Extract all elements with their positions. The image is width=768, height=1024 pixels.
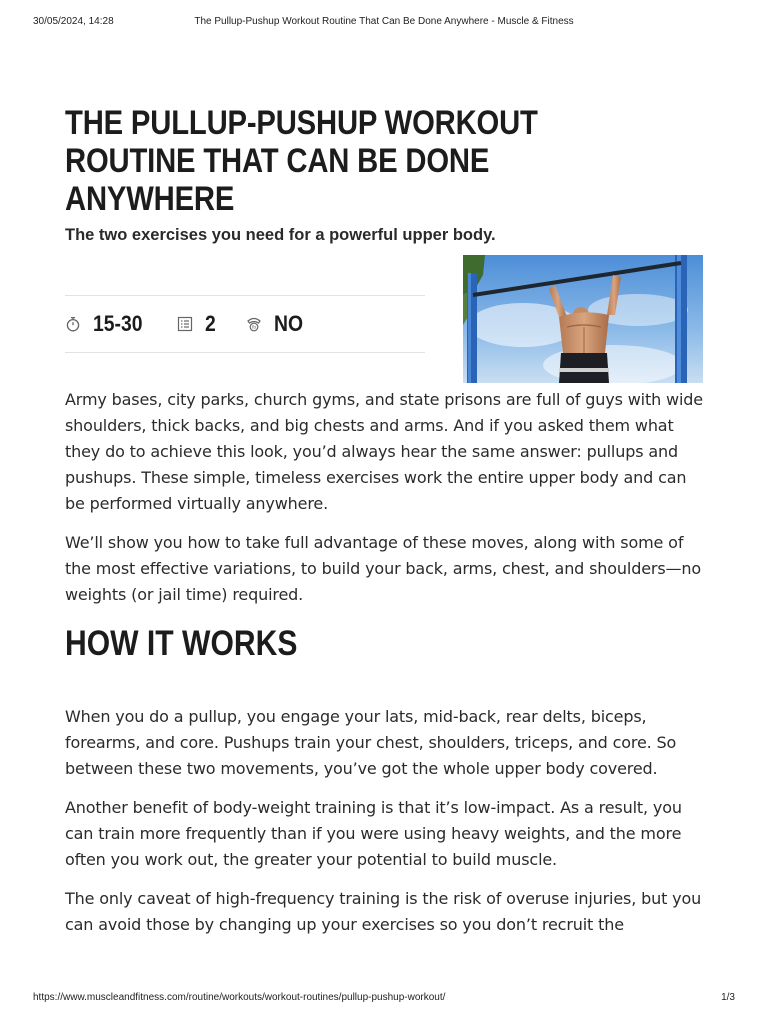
section-paragraph: Another benefit of body-weight training is that it’s low-impact. As a result, you can train more frequently than if you were using heavy weights, and the more often you work out, the greater your potential to build muscle. <box>65 798 682 869</box>
section-paragraph: When you do a pullup, you engage your lats, mid-back, rear delts, biceps, forearms, and core. Pushups train your chest, shoulders, triceps, and core. So between these two movements, you’ve got the whole upper body covered. <box>65 707 677 778</box>
stat-duration <box>65 311 149 337</box>
page-number: 1/3 <box>721 992 735 1003</box>
svg-text:lb: lb <box>251 325 256 331</box>
workout-meta-row <box>65 245 705 387</box>
man-doing-pullup-on-bar-photo <box>463 255 703 383</box>
stat-exercises <box>177 311 217 337</box>
intro-paragraph: Army bases, city parks, church gyms, and state prisons are full of guys with wide shoulders, thick backs, and big chests and arms. And if you asked them what they do to achieve this look, you’d always hear the same answer: pullups and pushups. These simple, timeless exercises work the entire upper body and can be performed virtually anywhere. <box>65 390 703 513</box>
page-url-link[interactable]: https://www.muscleandfitness.com/routine/workouts/workout-routines/pullup-pushup-workout/ <box>33 992 446 1003</box>
print-page-title: The Pullup-Pushup Workout Routine That Can Be Done Anywhere - Muscle & Fitness <box>194 16 574 27</box>
intro-section <box>65 387 705 608</box>
article-title: THE PULLUP-PUSHUP WORKOUT ROUTINE THAT CAN BE DONE ANYWHERE <box>65 104 538 218</box>
how-it-works-section <box>65 704 705 938</box>
article-subtitle: The two exercises you need for a powerful upper body. <box>65 226 496 244</box>
stopwatch-icon <box>65 316 81 332</box>
stat-value: 15-30 <box>93 311 143 336</box>
section-paragraph: The only caveat of high-frequency training is the risk of overuse injuries, but you can avoid those by changing up your exercises so you don’t recruit the <box>65 889 702 934</box>
stat-value: NO <box>273 311 303 336</box>
print-header <box>33 16 735 30</box>
print-footer <box>33 992 735 1006</box>
equipment-icon <box>246 316 262 332</box>
stat-equipment <box>246 311 307 337</box>
stat-value: 2 <box>205 311 217 336</box>
section-heading: HOW IT WORKS <box>65 624 298 663</box>
intro-paragraph: We’ll show you how to take full advantage of these moves, along with some of the most effective variations, to build your back, arms, chest, and shoulders—no weights (or jail time) required. <box>65 533 702 604</box>
workout-stats <box>65 295 425 353</box>
article <box>65 104 705 951</box>
checklist-icon <box>177 316 193 332</box>
print-date: 30/05/2024, 14:28 <box>33 16 114 27</box>
